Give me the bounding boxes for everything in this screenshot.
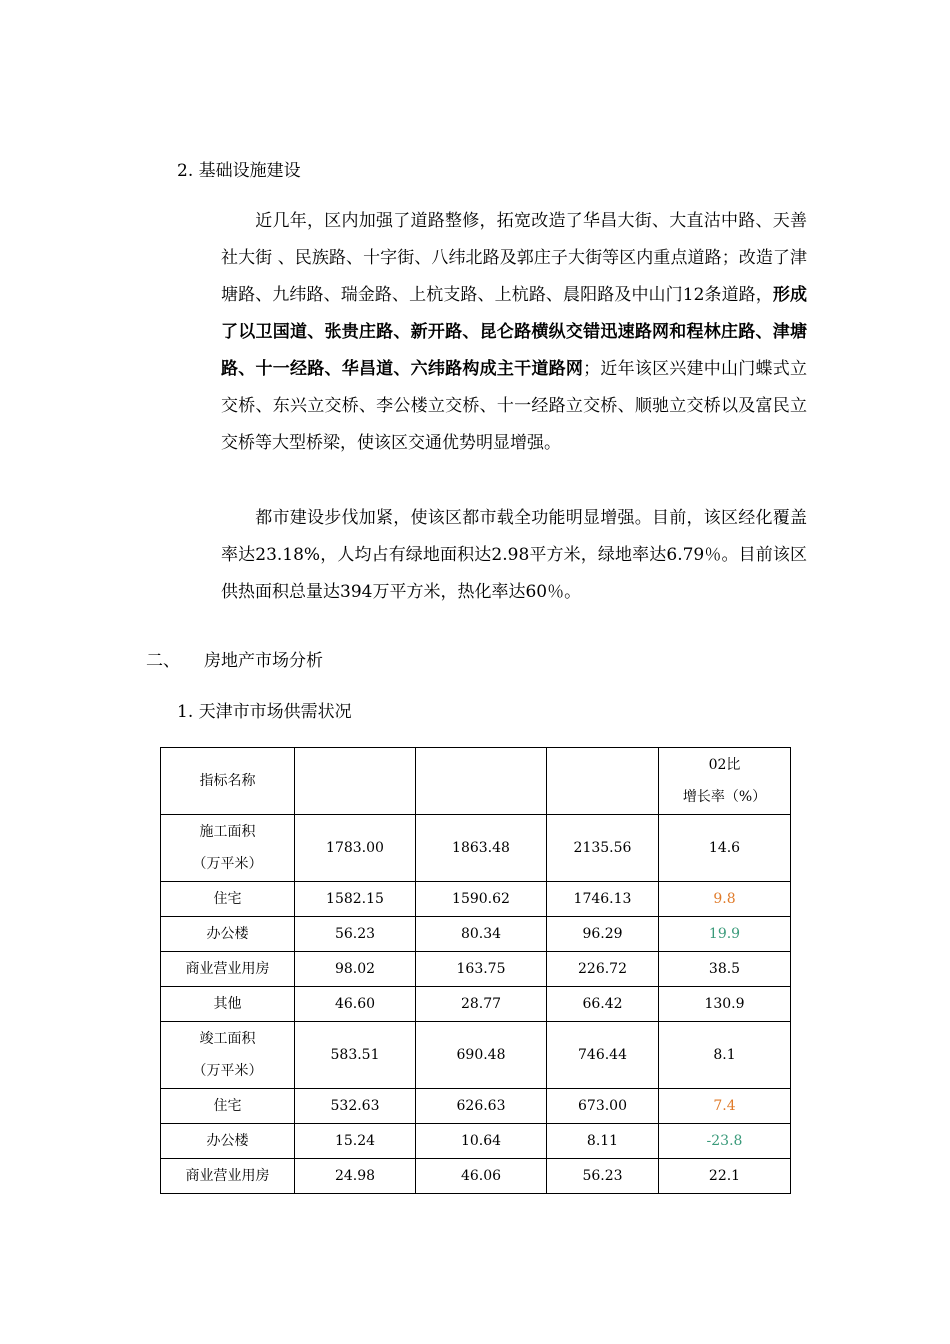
row-name-line1: 住宅 bbox=[213, 1098, 242, 1114]
section-number: 二、 bbox=[146, 651, 180, 671]
row-name-line1: 办公楼 bbox=[206, 926, 249, 942]
row-value-2: 80.34 bbox=[416, 917, 547, 952]
row-growth-rate: 7.4 bbox=[659, 1089, 791, 1124]
header-growth-line2: 增长率（%） bbox=[682, 789, 767, 805]
table-row bbox=[161, 1159, 791, 1194]
row-value-3: 8.11 bbox=[547, 1124, 659, 1159]
row-name-line1: 办公楼 bbox=[206, 1133, 249, 1149]
row-growth-rate: 19.9 bbox=[659, 917, 791, 952]
paragraph-bold-text: 形成了以卫国道、张贵庄路、新开路、昆仑路横纵交错迅速路网和程林庄路、津塘路、十一经路、华昌道、六纬路构成主干道路网 bbox=[221, 285, 807, 379]
row-value-2: 1590.62 bbox=[416, 882, 547, 917]
row-growth-rate: -23.8 bbox=[659, 1124, 791, 1159]
header-indicator-name: 指标名称 bbox=[161, 748, 295, 815]
row-indicator-name bbox=[161, 815, 295, 882]
table-row bbox=[161, 815, 791, 882]
row-value-1: 98.02 bbox=[295, 952, 416, 987]
row-name-line1: 其他 bbox=[213, 996, 242, 1012]
row-growth-rate: 14.6 bbox=[659, 815, 791, 882]
row-value-1: 532.63 bbox=[295, 1089, 416, 1124]
row-name-line2: （万平米） bbox=[192, 1063, 263, 1079]
header-year-3 bbox=[547, 748, 659, 815]
row-value-3: 673.00 bbox=[547, 1089, 659, 1124]
row-value-2: 28.77 bbox=[416, 987, 547, 1022]
header-year-1 bbox=[295, 748, 416, 815]
row-indicator-name bbox=[161, 882, 295, 917]
section-title: 房地产市场分析 bbox=[204, 651, 323, 671]
paragraph-text: 都市建设步伐加紧，使该区都市载全功能明显增强。目前，该区经化覆盖率达23.18%，人均占有绿地面积达2.98平方米，绿地率达6.79％。目前该区供热面积总量达394万平方米，热化率达60％。 bbox=[221, 508, 807, 602]
table-header-row bbox=[161, 748, 791, 815]
row-growth-rate: 9.8 bbox=[659, 882, 791, 917]
row-value-2: 46.06 bbox=[416, 1159, 547, 1194]
section-heading-real-estate bbox=[146, 649, 323, 673]
row-value-3: 1746.13 bbox=[547, 882, 659, 917]
row-value-1: 15.24 bbox=[295, 1124, 416, 1159]
row-name-line1: 住宅 bbox=[213, 891, 242, 907]
paragraph-text: ；近年该区兴建中山门蝶式立交桥、东兴立交桥、李公楼立交桥、十一经路立交桥、顺驰立交桥以及富民立交桥等大型桥梁，使该区交通优势明显增强。 bbox=[221, 359, 808, 453]
row-indicator-name bbox=[161, 1089, 295, 1124]
row-value-1: 1783.00 bbox=[295, 815, 416, 882]
row-value-2: 10.64 bbox=[416, 1124, 547, 1159]
paragraph-road-construction bbox=[221, 203, 807, 462]
row-indicator-name bbox=[161, 917, 295, 952]
row-value-3: 226.72 bbox=[547, 952, 659, 987]
row-value-1: 46.60 bbox=[295, 987, 416, 1022]
table-row bbox=[161, 882, 791, 917]
row-growth-rate: 22.1 bbox=[659, 1159, 791, 1194]
table-row bbox=[161, 1089, 791, 1124]
subsection-heading-supply-demand: 1. 天津市市场供需状况 bbox=[177, 702, 352, 722]
table-row bbox=[161, 1022, 791, 1089]
row-indicator-name bbox=[161, 987, 295, 1022]
row-indicator-name bbox=[161, 952, 295, 987]
row-value-3: 56.23 bbox=[547, 1159, 659, 1194]
row-indicator-name bbox=[161, 1159, 295, 1194]
row-value-1: 583.51 bbox=[295, 1022, 416, 1089]
row-name-line1: 施工面积 bbox=[199, 824, 256, 840]
table-row bbox=[161, 952, 791, 987]
row-name-line2: （万平米） bbox=[192, 856, 263, 872]
row-growth-rate: 130.9 bbox=[659, 987, 791, 1022]
header-year-2 bbox=[416, 748, 547, 815]
row-growth-rate: 8.1 bbox=[659, 1022, 791, 1089]
row-value-3: 66.42 bbox=[547, 987, 659, 1022]
table-row bbox=[161, 1124, 791, 1159]
paragraph-urban-construction bbox=[221, 500, 807, 611]
row-name-line1: 商业营业用房 bbox=[185, 961, 270, 977]
row-value-3: 96.29 bbox=[547, 917, 659, 952]
row-name-line1: 商业营业用房 bbox=[185, 1168, 270, 1184]
row-name-line1: 竣工面积 bbox=[199, 1031, 256, 1047]
row-value-1: 24.98 bbox=[295, 1159, 416, 1194]
header-growth-rate bbox=[659, 748, 791, 815]
row-value-2: 690.48 bbox=[416, 1022, 547, 1089]
row-value-3: 746.44 bbox=[547, 1022, 659, 1089]
table-row bbox=[161, 987, 791, 1022]
row-value-3: 2135.56 bbox=[547, 815, 659, 882]
section-heading-infrastructure: 2. 基础设施建设 bbox=[177, 161, 301, 181]
row-value-2: 1863.48 bbox=[416, 815, 547, 882]
header-growth-line1: 02比 bbox=[708, 757, 741, 773]
paragraph-text: 近几年，区内加强了道路整修，拓宽改造了华昌大街、大直沽中路、天善社大街 、民族路、十字街、八纬北路及郭庄子大街等区内重点道路；改造了津塘路、九纬路、瑞金路、上杭支路、上杭路、晨阳路及中山门12条道路， bbox=[221, 211, 807, 305]
row-indicator-name bbox=[161, 1124, 295, 1159]
row-value-1: 1582.15 bbox=[295, 882, 416, 917]
row-value-1: 56.23 bbox=[295, 917, 416, 952]
row-value-2: 626.63 bbox=[416, 1089, 547, 1124]
table-row bbox=[161, 917, 791, 952]
row-growth-rate: 38.5 bbox=[659, 952, 791, 987]
row-indicator-name bbox=[161, 1022, 295, 1089]
row-value-2: 163.75 bbox=[416, 952, 547, 987]
market-data-table bbox=[160, 747, 791, 1194]
